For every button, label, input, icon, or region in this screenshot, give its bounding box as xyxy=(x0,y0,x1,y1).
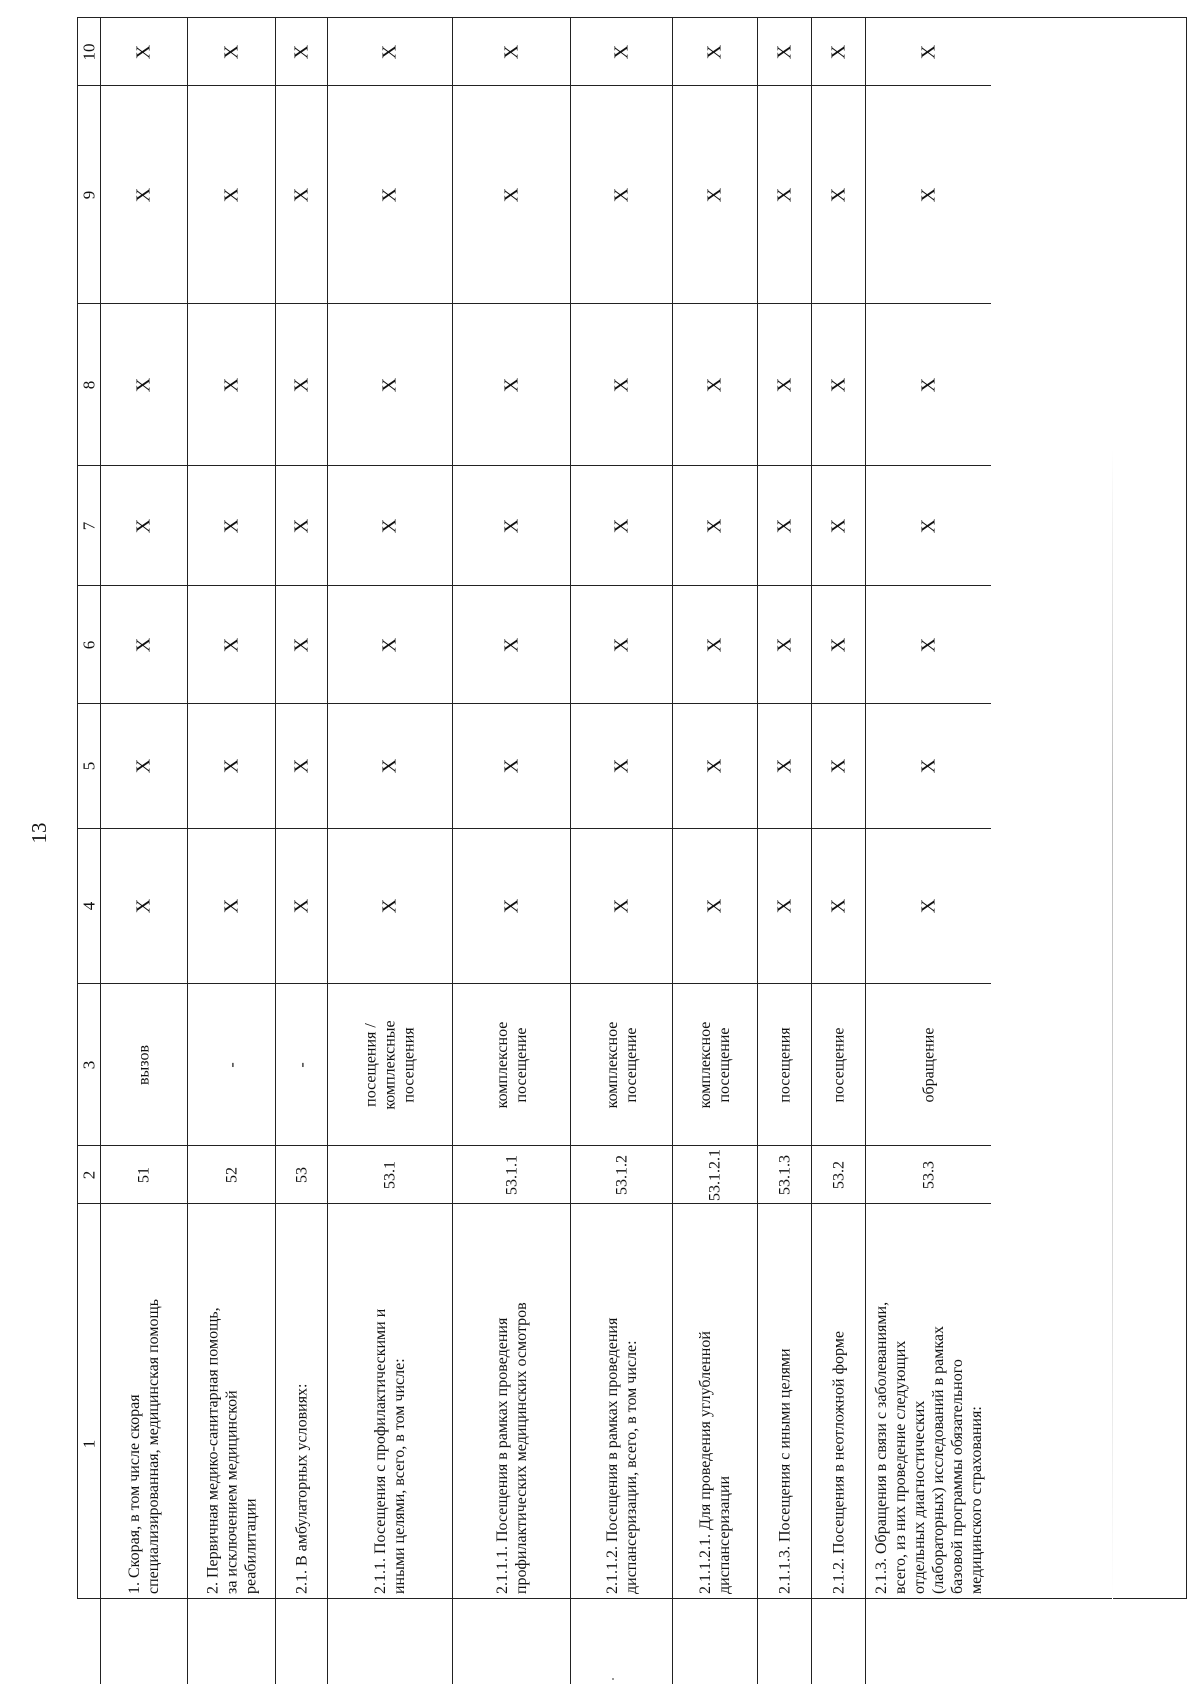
row-8-name xyxy=(758,1204,812,1684)
row-9-name xyxy=(812,1204,866,1684)
row-1-col-10 xyxy=(101,18,188,86)
row-4-col-9 xyxy=(328,86,453,304)
row-9-name-text: 2.1.2. Посещения в неотложной форме xyxy=(830,1331,847,1594)
page-number: 13 xyxy=(27,822,51,844)
row-5-col-4-text: X xyxy=(500,898,522,914)
row-7-unit xyxy=(673,984,758,1146)
row-6-code-text: 53.1.2 xyxy=(613,1154,630,1195)
row-2-col-8-text: X xyxy=(220,377,242,392)
row-8-col-10 xyxy=(758,18,812,86)
column-header-5 xyxy=(78,704,101,829)
row-8-code-text: 53.1.3 xyxy=(776,1154,793,1195)
row-5-col-10 xyxy=(453,18,571,86)
scan-artifact-dot xyxy=(612,1678,614,1680)
row-1-col-5-text: X xyxy=(132,758,155,774)
row-9-col-6-text: X xyxy=(827,637,849,652)
row-6-col-4 xyxy=(571,829,673,984)
column-header-2-text: 2 xyxy=(79,1170,99,1179)
row-9-col-4 xyxy=(812,829,866,984)
column-header-9 xyxy=(78,86,101,304)
row-5-col-8 xyxy=(453,304,571,466)
row-10-code xyxy=(866,1146,991,1204)
row-2-col-9 xyxy=(188,86,276,304)
row-2-col-9-text: X xyxy=(220,187,242,202)
row-8-col-9 xyxy=(758,86,812,304)
row-2-code-text: 52 xyxy=(223,1166,240,1183)
row-10-col-10 xyxy=(866,18,991,86)
row-4-col-5-text: X xyxy=(378,758,401,774)
row-3-code-text: 53 xyxy=(293,1166,310,1183)
row-3-unit xyxy=(276,984,328,1146)
row-9-col-5-text: X xyxy=(827,758,849,774)
row-8-name-text: 2.1.1.3. Посещения с иными целями xyxy=(776,1348,793,1594)
row-8-code xyxy=(758,1146,812,1204)
row-10-col-9 xyxy=(866,86,991,304)
row-7-col-7-text: X xyxy=(703,518,726,533)
row-4-code-text: 53.1 xyxy=(381,1160,399,1189)
column-header-10-text: 10 xyxy=(79,43,99,60)
row-3-col-8 xyxy=(276,304,328,466)
row-10-col-4-text: X xyxy=(917,898,939,914)
row-6-name xyxy=(571,1204,673,1684)
row-4-col-9-text: X xyxy=(378,187,401,202)
row-9-col-5 xyxy=(812,704,866,829)
row-10-col-5 xyxy=(866,704,991,829)
row-2-name xyxy=(188,1204,276,1684)
row-4-col-10 xyxy=(328,18,453,86)
column-header-8 xyxy=(78,304,101,466)
row-1-unit-text: вызов xyxy=(135,1044,153,1085)
column-header-7 xyxy=(78,466,101,586)
row-5-unit-text: комплексное посещение xyxy=(493,1021,530,1108)
row-3-col-7-text: X xyxy=(290,518,312,533)
row-1-code xyxy=(101,1146,188,1204)
row-6-col-8 xyxy=(571,304,673,466)
data-table xyxy=(77,17,1187,1599)
row-8-col-7-text: X xyxy=(773,518,795,533)
row-2-col-4-text: X xyxy=(220,898,242,914)
row-10-col-7 xyxy=(866,466,991,586)
row-3-code xyxy=(276,1146,328,1204)
row-6-unit xyxy=(571,984,673,1146)
row-10-col-4 xyxy=(866,829,991,984)
row-5-col-6-text: X xyxy=(500,637,522,652)
row-1-name-text: 1. Скорая, в том числе скорая специализированная, медицинская помощь xyxy=(126,1298,162,1594)
row-9-code xyxy=(812,1146,866,1204)
row-7-col-5 xyxy=(673,704,758,829)
row-10-col-7-text: X xyxy=(917,518,939,533)
row-4-col-8-text: X xyxy=(378,377,401,392)
row-9-col-6 xyxy=(812,586,866,704)
row-6-unit-text: комплексное посещение xyxy=(603,1021,640,1108)
row-7-col-9-text: X xyxy=(703,187,726,202)
row-4-col-7 xyxy=(328,466,453,586)
row-10-col-5-text: X xyxy=(917,758,939,774)
row-10-unit-text: обращение xyxy=(920,1027,937,1102)
row-6-col-6 xyxy=(571,586,673,704)
row-8-col-4 xyxy=(758,829,812,984)
row-6-col-8-text: X xyxy=(610,377,632,392)
row-1-col-4 xyxy=(101,829,188,984)
row-4-col-6 xyxy=(328,586,453,704)
row-6-name-text: 2.1.1.2. Посещения в рамках проведения диспансеризации, всего, в том числе: xyxy=(603,1317,640,1594)
column-header-10 xyxy=(78,18,101,86)
row-7-name-text: 2.1.1.2.1. Для проведения углубленной диспансеризации xyxy=(697,1331,733,1594)
column-header-8-text: 8 xyxy=(79,380,99,389)
row-3-unit-text: - xyxy=(293,1061,310,1068)
row-2-name-text: 2. Первичная медико-санитарная помощь, за исключением медицинской реабилитации xyxy=(204,1307,259,1594)
column-header-9-text: 9 xyxy=(79,190,99,199)
row-8-col-6 xyxy=(758,586,812,704)
row-7-unit-text: комплексное посещение xyxy=(697,1021,733,1108)
column-header-1 xyxy=(78,1204,101,1684)
row-3-name xyxy=(276,1204,328,1684)
row-3-col-4-text: X xyxy=(290,898,312,914)
row-3-col-9 xyxy=(276,86,328,304)
row-4-col-8 xyxy=(328,304,453,466)
row-4-col-4-text: X xyxy=(378,898,401,914)
row-9-col-10-text: X xyxy=(827,44,849,59)
row-5-col-7 xyxy=(453,466,571,586)
column-header-1-text: 1 xyxy=(79,1439,99,1449)
column-header-3 xyxy=(78,984,101,1146)
row-1-col-4-text: X xyxy=(132,898,155,914)
row-3-col-8-text: X xyxy=(290,377,312,392)
row-4-unit-text: посещения /комплексные посещения xyxy=(362,1019,418,1110)
row-1-unit xyxy=(101,984,188,1146)
row-5-col-9 xyxy=(453,86,571,304)
row-9-col-10 xyxy=(812,18,866,86)
row-6-col-7 xyxy=(571,466,673,586)
row-8-unit xyxy=(758,984,812,1146)
row-7-col-5-text: X xyxy=(703,758,726,774)
row-5-col-5 xyxy=(453,704,571,829)
row-4-col-6-text: X xyxy=(378,637,401,652)
row-4-col-4 xyxy=(328,829,453,984)
row-4-col-10-text: X xyxy=(378,44,401,59)
row-7-col-6 xyxy=(673,586,758,704)
row-9-col-7-text: X xyxy=(827,518,849,533)
row-3-col-5-text: X xyxy=(290,758,312,774)
row-1-col-6-text: X xyxy=(132,637,155,652)
row-2-col-5 xyxy=(188,704,276,829)
row-3-col-7 xyxy=(276,466,328,586)
row-4-code xyxy=(328,1146,453,1204)
row-8-col-4-text: X xyxy=(773,898,795,914)
row-7-code xyxy=(673,1146,758,1204)
row-5-col-10-text: X xyxy=(500,44,522,59)
row-2-col-7 xyxy=(188,466,276,586)
row-5-col-5-text: X xyxy=(500,758,522,774)
row-6-col-10 xyxy=(571,18,673,86)
row-10-col-6-text: X xyxy=(917,637,939,652)
row-6-col-9-text: X xyxy=(610,187,632,202)
row-8-col-9-text: X xyxy=(773,187,795,202)
row-6-col-9 xyxy=(571,86,673,304)
row-7-col-10 xyxy=(673,18,758,86)
row-1-col-8-text: X xyxy=(132,377,155,392)
row-1-code-text: 51 xyxy=(135,1166,153,1183)
row-5-name xyxy=(453,1204,571,1684)
column-header-4 xyxy=(78,829,101,984)
row-8-col-8-text: X xyxy=(773,377,795,392)
row-6-code xyxy=(571,1146,673,1204)
row-2-unit xyxy=(188,984,276,1146)
row-3-col-6 xyxy=(276,586,328,704)
column-header-3-text: 3 xyxy=(79,1060,99,1069)
row-4-name xyxy=(328,1204,453,1684)
row-1-col-8 xyxy=(101,304,188,466)
row-5-col-4 xyxy=(453,829,571,984)
row-9-unit xyxy=(812,984,866,1146)
row-6-col-5-text: X xyxy=(610,758,632,774)
scan-artifact-line xyxy=(1112,450,1113,1600)
row-4-name-text: 2.1.1. Посещения с профилактическими и иными целями, всего, в том числе: xyxy=(372,1308,408,1594)
row-5-code-text: 53.1.1 xyxy=(503,1154,520,1195)
row-1-col-5 xyxy=(101,704,188,829)
row-3-col-5 xyxy=(276,704,328,829)
row-9-unit-text: посещение xyxy=(830,1027,847,1103)
row-6-col-6-text: X xyxy=(610,637,632,652)
row-2-col-5-text: X xyxy=(220,758,242,774)
row-7-name xyxy=(673,1204,758,1684)
row-10-col-6 xyxy=(866,586,991,704)
row-8-col-8 xyxy=(758,304,812,466)
row-10-code-text: 53.3 xyxy=(920,1160,937,1189)
row-10-col-8 xyxy=(866,304,991,466)
row-3-name-text: 2.1. В амбулаторных условиях: xyxy=(293,1383,310,1594)
row-10-name xyxy=(866,1204,991,1684)
row-6-col-10-text: X xyxy=(610,44,632,59)
row-3-col-10 xyxy=(276,18,328,86)
row-10-col-10-text: X xyxy=(917,44,939,59)
row-2-unit-text: - xyxy=(223,1061,240,1068)
row-1-name xyxy=(101,1204,188,1684)
row-8-unit-text: посещения xyxy=(776,1026,793,1103)
row-1-col-10-text: X xyxy=(132,44,155,59)
row-7-col-8-text: X xyxy=(703,377,726,392)
row-2-col-10 xyxy=(188,18,276,86)
row-2-col-6-text: X xyxy=(220,637,242,652)
row-7-col-7 xyxy=(673,466,758,586)
row-1-col-9 xyxy=(101,86,188,304)
row-8-col-5-text: X xyxy=(773,758,795,774)
row-3-col-9-text: X xyxy=(290,187,312,202)
row-2-col-10-text: X xyxy=(220,44,242,59)
column-header-4-text: 4 xyxy=(79,901,99,911)
column-header-7-text: 7 xyxy=(79,521,99,530)
row-5-col-9-text: X xyxy=(500,187,522,202)
row-10-unit xyxy=(866,984,991,1146)
row-9-col-8-text: X xyxy=(827,377,849,392)
row-7-col-9 xyxy=(673,86,758,304)
row-7-col-8 xyxy=(673,304,758,466)
row-7-col-6-text: X xyxy=(703,637,726,652)
row-6-col-4-text: X xyxy=(610,898,632,914)
row-9-col-9-text: X xyxy=(827,187,849,202)
row-10-col-9-text: X xyxy=(917,187,939,202)
row-9-col-7 xyxy=(812,466,866,586)
row-9-col-9 xyxy=(812,86,866,304)
row-1-col-6 xyxy=(101,586,188,704)
row-7-col-10-text: X xyxy=(703,44,726,59)
row-3-col-6-text: X xyxy=(290,637,312,652)
row-5-name-text: 2.1.1.1. Посещения в рамках проведения профилактических медицинских осмотров xyxy=(493,1302,530,1594)
row-7-col-4 xyxy=(673,829,758,984)
row-5-col-7-text: X xyxy=(500,518,522,533)
row-2-col-4 xyxy=(188,829,276,984)
row-4-unit xyxy=(328,984,453,1146)
row-9-col-8 xyxy=(812,304,866,466)
row-8-col-6-text: X xyxy=(773,637,795,652)
row-9-col-4-text: X xyxy=(827,898,849,914)
row-10-name-text: 2.1.3. Обращения в связи с заболеваниями, всего, из них проведение следующих отдельных диагностических (лабораторных) исследований в рамках базовой программы обязательного медицинского страхования: xyxy=(872,1301,985,1594)
row-4-col-7-text: X xyxy=(378,518,401,533)
row-2-col-7-text: X xyxy=(220,518,242,533)
column-header-5-text: 5 xyxy=(79,761,99,771)
row-1-col-9-text: X xyxy=(132,187,155,202)
row-1-col-7-text: X xyxy=(132,518,155,533)
row-3-col-10-text: X xyxy=(290,44,312,59)
row-8-col-10-text: X xyxy=(773,44,795,59)
row-5-col-8-text: X xyxy=(500,377,522,392)
row-4-col-5 xyxy=(328,704,453,829)
row-6-col-5 xyxy=(571,704,673,829)
row-7-col-4-text: X xyxy=(703,898,726,914)
row-8-col-5 xyxy=(758,704,812,829)
row-5-unit xyxy=(453,984,571,1146)
column-header-2 xyxy=(78,1146,101,1204)
row-10-col-8-text: X xyxy=(917,377,939,392)
row-5-col-6 xyxy=(453,586,571,704)
row-7-code-text: 53.1.2.1 xyxy=(706,1148,724,1201)
column-header-6 xyxy=(78,586,101,704)
row-3-col-4 xyxy=(276,829,328,984)
row-1-col-7 xyxy=(101,466,188,586)
row-8-col-7 xyxy=(758,466,812,586)
column-header-6-text: 6 xyxy=(79,640,99,649)
row-5-code xyxy=(453,1146,571,1204)
row-2-col-6 xyxy=(188,586,276,704)
row-9-code-text: 53.2 xyxy=(830,1160,847,1189)
row-6-col-7-text: X xyxy=(610,518,632,533)
row-2-code xyxy=(188,1146,276,1204)
row-2-col-8 xyxy=(188,304,276,466)
